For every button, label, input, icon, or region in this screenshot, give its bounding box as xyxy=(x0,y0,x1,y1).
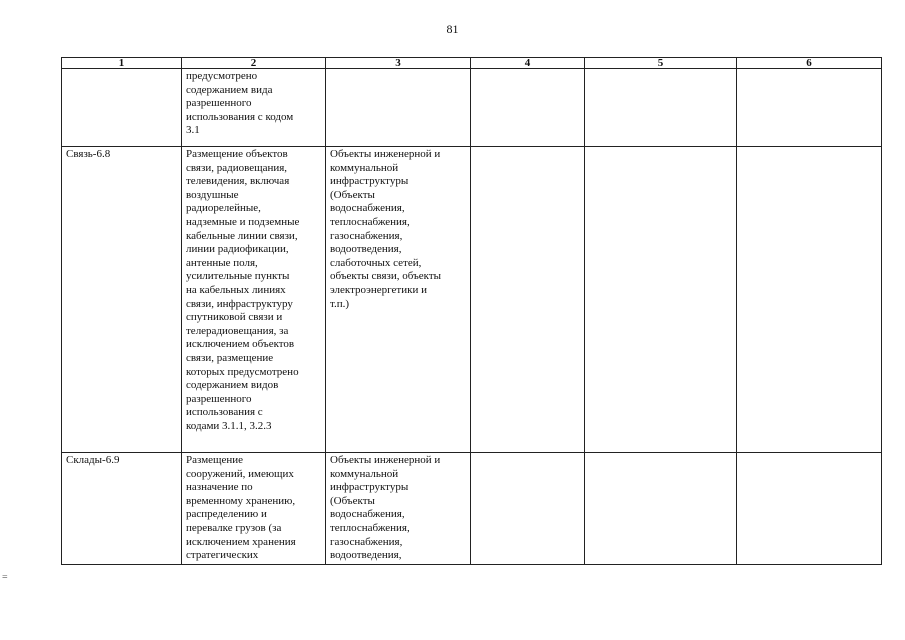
cell-col-4 xyxy=(471,69,585,147)
table-row xyxy=(62,147,882,453)
cell-col-5 xyxy=(585,69,737,147)
cell-description: Размещение объектов связи, радиовещания, телевидения, включая воздушные радиорелейные, надземные и подземные кабельные линии связи, линии радиофикации, антенные поля, усилительные пункты на кабельных линиях связи, инфраструктуру спутниковой связи и телерадиовещания, за исключением объектов связи, размещение которых предусмотрено содержанием видов разрешенного использования с кодами 3.1.1, 3.2.3 xyxy=(182,147,326,453)
cell-col-5 xyxy=(585,453,737,565)
cell-col-5 xyxy=(585,147,737,453)
header-col-2: 2 xyxy=(182,58,326,69)
cell-col-6 xyxy=(737,147,882,453)
page-number: 81 xyxy=(446,22,459,36)
cell-use-type: Склады-6.9 xyxy=(62,453,182,565)
cell-description: предусмотрено содержанием вида разрешенного использования с кодом 3.1 xyxy=(182,69,326,147)
table-row xyxy=(62,453,882,565)
table-row xyxy=(62,69,882,147)
cell-objects: Объекты инженерной и коммунальной инфраструктуры (Объекты водоснабжения, теплоснабжения, газоснабжения, водоотведения, слаботочных сетей, объекты связи, объекты электроэнергетики и т.п.) xyxy=(326,147,471,453)
header-col-6: 6 xyxy=(737,58,882,69)
cell-col-6 xyxy=(737,453,882,565)
cell-objects xyxy=(326,69,471,147)
cell-use-type xyxy=(62,69,182,147)
header-col-5: 5 xyxy=(585,58,737,69)
header-col-1: 1 xyxy=(62,58,182,69)
cell-description: Размещение сооружений, имеющих назначение по временному хранению, распределению и перевалке грузов (за исключением хранения стратегических xyxy=(182,453,326,565)
cell-use-type: Связь-6.8 xyxy=(62,147,182,453)
cell-objects: Объекты инженерной и коммунальной инфраструктуры (Объекты водоснабжения, теплоснабжения, газоснабжения, водоотведения, xyxy=(326,453,471,565)
edge-mark: = xyxy=(2,572,8,583)
header-col-4: 4 xyxy=(471,58,585,69)
cell-col-6 xyxy=(737,69,882,147)
cell-col-4 xyxy=(471,453,585,565)
cell-col-4 xyxy=(471,147,585,453)
header-col-3: 3 xyxy=(326,58,471,69)
regulation-table xyxy=(61,57,882,565)
header-row xyxy=(62,58,882,69)
